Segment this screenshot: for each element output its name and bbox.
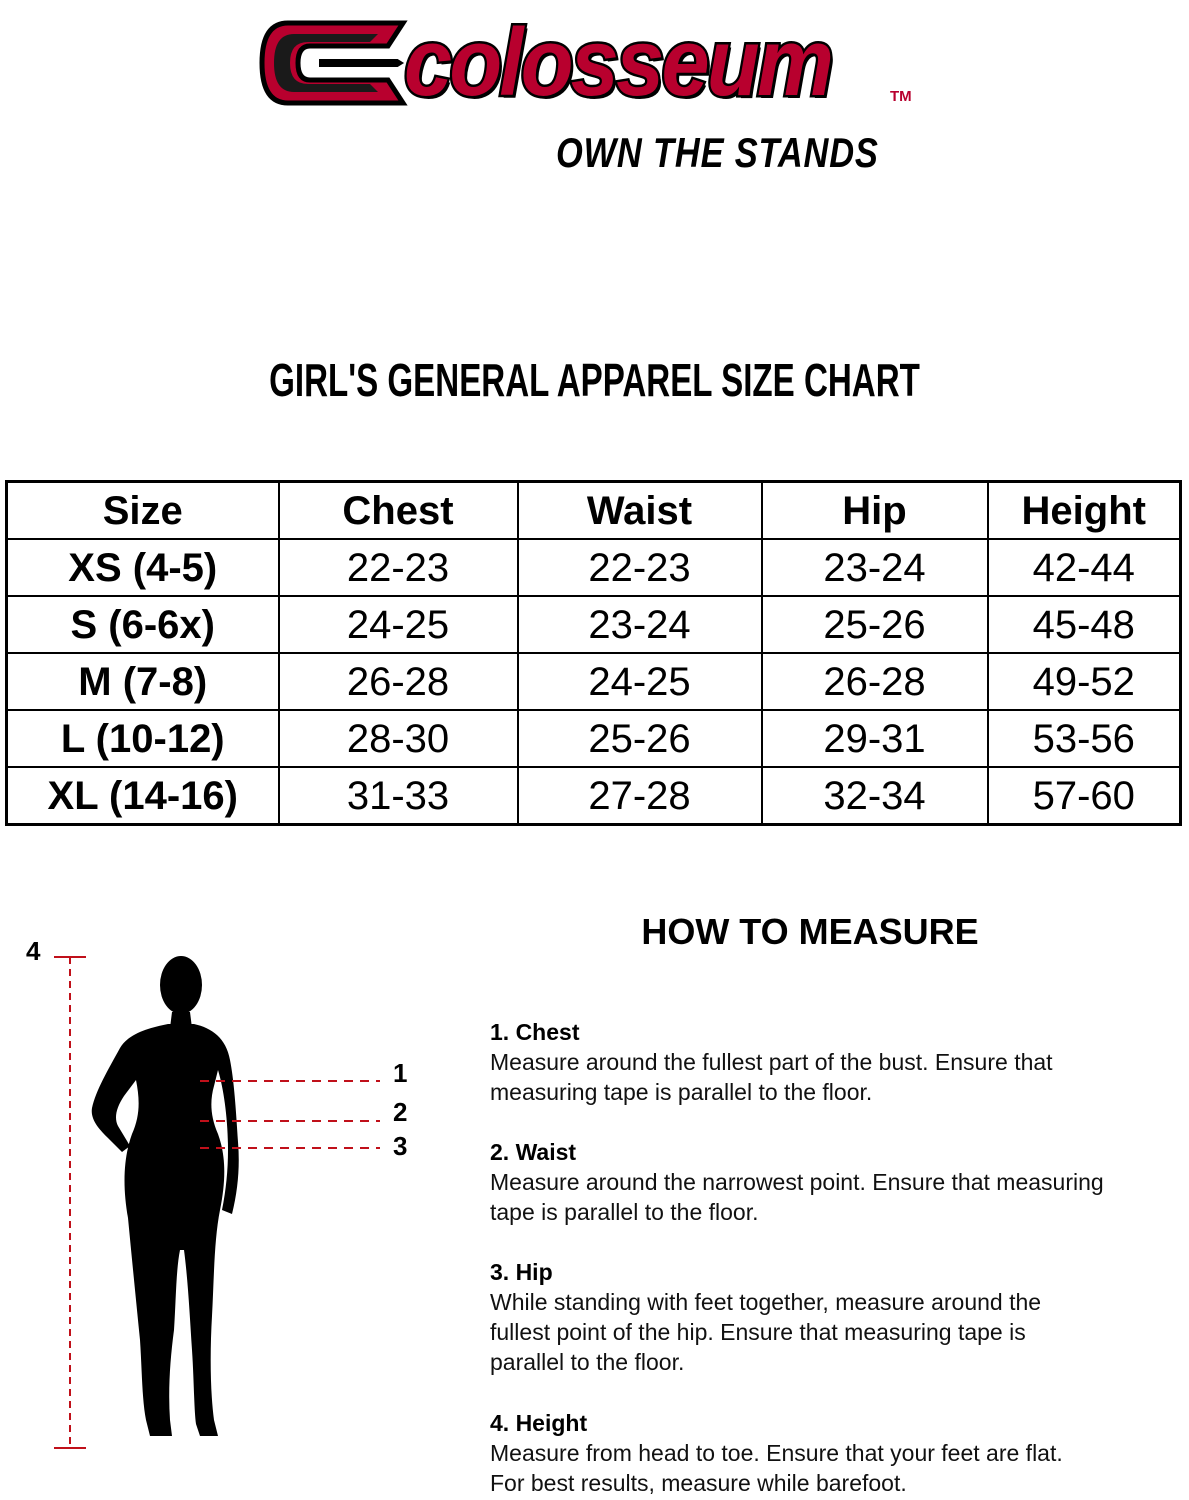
table-row: [7, 653, 1181, 710]
step-text-line: tape is parallel to the floor.: [490, 1199, 759, 1225]
chest-cell: 31-33: [279, 767, 518, 825]
size-cell: L (10-12): [7, 710, 279, 767]
step-title: 2. Waist: [490, 1139, 577, 1165]
step-text-line: Measure from head to toe. Ensure that your feet are flat.: [490, 1440, 1063, 1466]
height-cell: 45-48: [988, 596, 1181, 653]
height-guide-label: 4: [26, 936, 41, 966]
chest-instructions: [490, 1017, 1180, 1107]
size-cell: XS (4-5): [7, 539, 279, 596]
hip-cell: 29-31: [762, 710, 988, 767]
trademark-symbol: TM: [890, 88, 912, 105]
brand-tagline: OWN THE STANDS: [556, 129, 879, 176]
brand-name: colosseum: [404, 9, 832, 116]
height-cell: 49-52: [988, 653, 1181, 710]
waist-cell: 25-26: [518, 710, 762, 767]
step-text-line: fullest point of the hip. Ensure that measuring tape is: [490, 1319, 1026, 1345]
step-text-line: While standing with feet together, measure around the: [490, 1289, 1042, 1315]
step-text-line: For best results, measure while barefoot.: [490, 1470, 907, 1496]
hip-cell: 23-24: [762, 539, 988, 596]
table-row: [7, 767, 1181, 825]
measurement-figure: [0, 920, 460, 1480]
column-header-height: Height: [988, 482, 1181, 540]
column-header-hip: Hip: [762, 482, 988, 540]
hip-guide-label: 3: [393, 1131, 408, 1161]
woman-silhouette-icon: [92, 956, 239, 1436]
column-header-chest: Chest: [279, 482, 518, 540]
step-title: 1. Chest: [490, 1019, 580, 1045]
chest-cell: 28-30: [279, 710, 518, 767]
step-title: 4. Height: [490, 1410, 588, 1436]
hip-cell: 26-28: [762, 653, 988, 710]
hip-instructions: [490, 1257, 1180, 1377]
waist-instructions: [490, 1137, 1180, 1227]
table-header-row: [7, 482, 1181, 540]
step-text-line: measuring tape is parallel to the floor.: [490, 1079, 873, 1105]
chest-cell: 26-28: [279, 653, 518, 710]
step-title: 3. Hip: [490, 1259, 553, 1285]
colosseum-c-logo-icon: [258, 18, 408, 113]
chest-cell: 24-25: [279, 596, 518, 653]
size-chart-title: GIRL'S GENERAL APPAREL SIZE CHART: [269, 354, 920, 406]
size-cell: M (7-8): [7, 653, 279, 710]
size-cell: S (6-6x): [7, 596, 279, 653]
waist-cell: 24-25: [518, 653, 762, 710]
hip-cell: 25-26: [762, 596, 988, 653]
column-header-size: Size: [7, 482, 279, 540]
height-cell: 53-56: [988, 710, 1181, 767]
waist-guide-label: 2: [393, 1097, 408, 1127]
height-instructions: [490, 1408, 1180, 1498]
how-to-measure-heading: HOW TO MEASURE: [641, 911, 979, 952]
height-cell: 57-60: [988, 767, 1181, 825]
chest-guide-label: 1: [393, 1058, 408, 1088]
table-row: [7, 710, 1181, 767]
size-chart-table: [5, 480, 1182, 826]
waist-cell: 23-24: [518, 596, 762, 653]
table-row: [7, 596, 1181, 653]
height-cell: 42-44: [988, 539, 1181, 596]
column-header-waist: Waist: [518, 482, 762, 540]
step-text-line: parallel to the floor.: [490, 1349, 685, 1375]
table-row: [7, 539, 1181, 596]
step-text-line: Measure around the narrowest point. Ensure that measuring: [490, 1169, 1104, 1195]
height-guide-line: [54, 957, 86, 1448]
step-text-line: Measure around the fullest part of the bust. Ensure that: [490, 1049, 1053, 1075]
waist-cell: 22-23: [518, 539, 762, 596]
hip-cell: 32-34: [762, 767, 988, 825]
waist-cell: 27-28: [518, 767, 762, 825]
size-cell: XL (14-16): [7, 767, 279, 825]
chest-cell: 22-23: [279, 539, 518, 596]
